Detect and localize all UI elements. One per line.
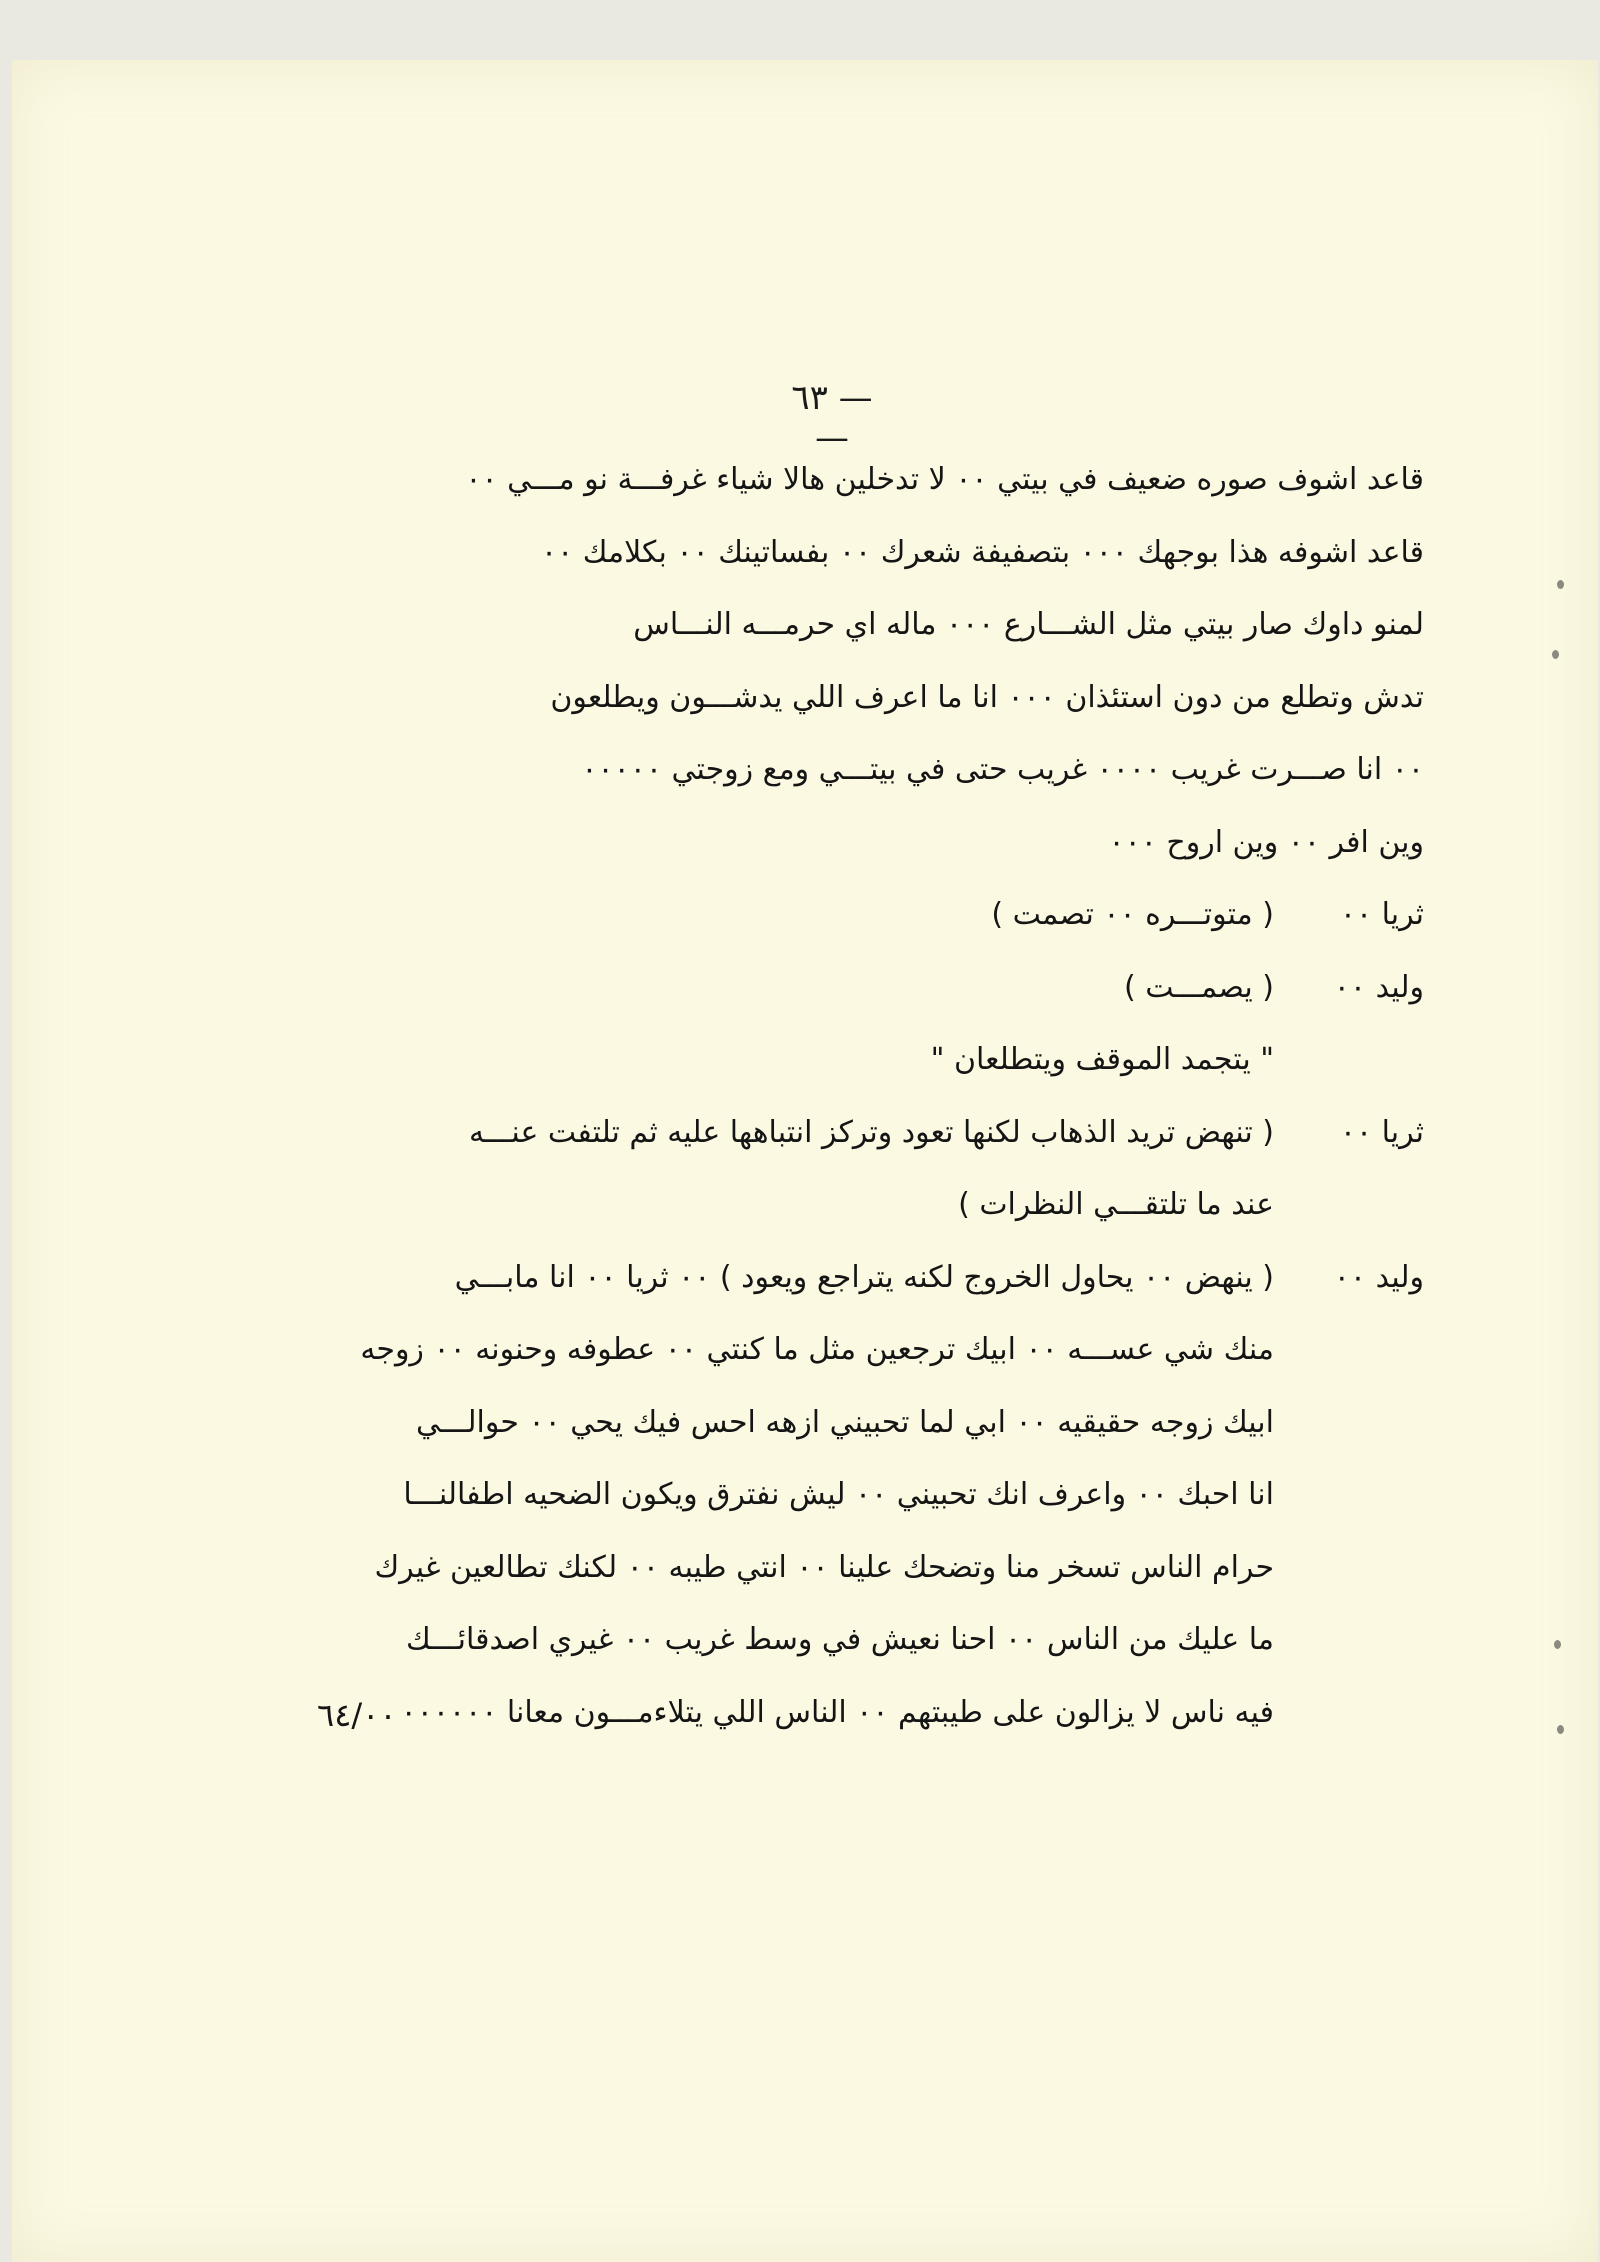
dialogue-line bbox=[274, 1108, 1424, 1158]
paper-speck bbox=[1552, 650, 1559, 659]
text-line: ما عليك من الناس ٠٠ احنا نعيش في وسط غريب ٠٠ غيري اصدقائـــك bbox=[406, 1622, 1274, 1657]
dialogue-text: ( يصمـــت ) bbox=[1123, 969, 1274, 1005]
dialogue-text: ( متوتـــره ٠٠ تصمت ) bbox=[991, 897, 1274, 932]
text-line: منك شي عســـه ٠٠ ابيك ترجعين مثل ما كنتي ٠٠ عطوفه وحنونه ٠٠ زوجه bbox=[360, 1332, 1274, 1367]
text-line: عند ما تلتقـــي النظرات ) bbox=[958, 1187, 1274, 1222]
paper-speck bbox=[1557, 1725, 1564, 1734]
document-page bbox=[12, 60, 1598, 2262]
text-line: قاعد اشوف صوره ضعيف في بيتي ٠٠ لا تدخلين هالا شياء غرفـــة نو مـــي ٠٠ bbox=[465, 462, 1424, 497]
text-line: فيه ناس لا يزالون على طيبتهم ٠٠ الناس اللي يتلاءمـــون معانا ٠٠٠٠٠٠ bbox=[400, 1694, 1274, 1730]
dialogue-text: ( تنهض تريد الذهاب لكنها تعود وتركز انتباهها عليه ثم تلتفت عنـــه bbox=[468, 1114, 1274, 1150]
speaker-name: وليد ٠٠ bbox=[1333, 1259, 1424, 1295]
paper-speck bbox=[1557, 580, 1564, 589]
text-line: ابيك زوجه حقيقيه ٠٠ ابي لما تحبيني ازهه احس فيك يحي ٠٠ حوالـــي bbox=[416, 1404, 1274, 1440]
text-line: انا احبك ٠٠ واعرف انك تحبيني ٠٠ ليش نفترق ويكون الضحيه اطفالنـــا bbox=[403, 1477, 1274, 1512]
text-line: لمنو داوك صار بيتي مثل الشـــارع ٠٠٠ ماله اي حرمـــه النـــاس bbox=[633, 607, 1424, 642]
text-line: تدش وتطلع من دون استئذان ٠٠٠ انا ما اعرف اللي يدشـــون ويطلعون bbox=[550, 679, 1424, 715]
page-number: — ٦٣ — bbox=[791, 378, 873, 458]
text-line: قاعد اشوفه هذا بوجهك ٠٠٠ بتصفيفة شعرك ٠٠ بفساتينك ٠٠ بكلامك ٠٠ bbox=[540, 534, 1424, 570]
speaker-name: ثريا ٠٠ bbox=[1339, 1114, 1424, 1150]
dialogue-text: ( ينهض ٠٠ يحاول الخروج لكنه يتراجع ويعود ) ٠٠ ثريا ٠٠ انا مابـــي bbox=[454, 1259, 1274, 1295]
continuation-number: ٦٤/٠٠ bbox=[317, 1696, 397, 1734]
dialogue-line bbox=[274, 1253, 1424, 1303]
stage-direction: " يتجمد الموقف ويتطلعان " bbox=[930, 1042, 1274, 1077]
paper-speck bbox=[1554, 1640, 1561, 1649]
text-line: حرام الناس تسخر منا وتضحك علينا ٠٠ انتي طيبه ٠٠ لكنك تطالعين غيرك bbox=[374, 1549, 1274, 1585]
text-line: ٠٠ انا صـــرت غريب ٠٠٠٠ غريب حتى في بيتـــي ومع زوجتي ٠٠٠٠٠ bbox=[581, 752, 1424, 787]
script-body bbox=[274, 455, 1424, 1760]
dialogue-line bbox=[274, 963, 1424, 1013]
dialogue-line bbox=[274, 890, 1424, 940]
text-line: وين افر ٠٠ وين اروح ٠٠٠ bbox=[1108, 824, 1424, 860]
speaker-name: وليد ٠٠ bbox=[1333, 969, 1424, 1005]
speaker-name: ثريا ٠٠ bbox=[1339, 897, 1424, 932]
